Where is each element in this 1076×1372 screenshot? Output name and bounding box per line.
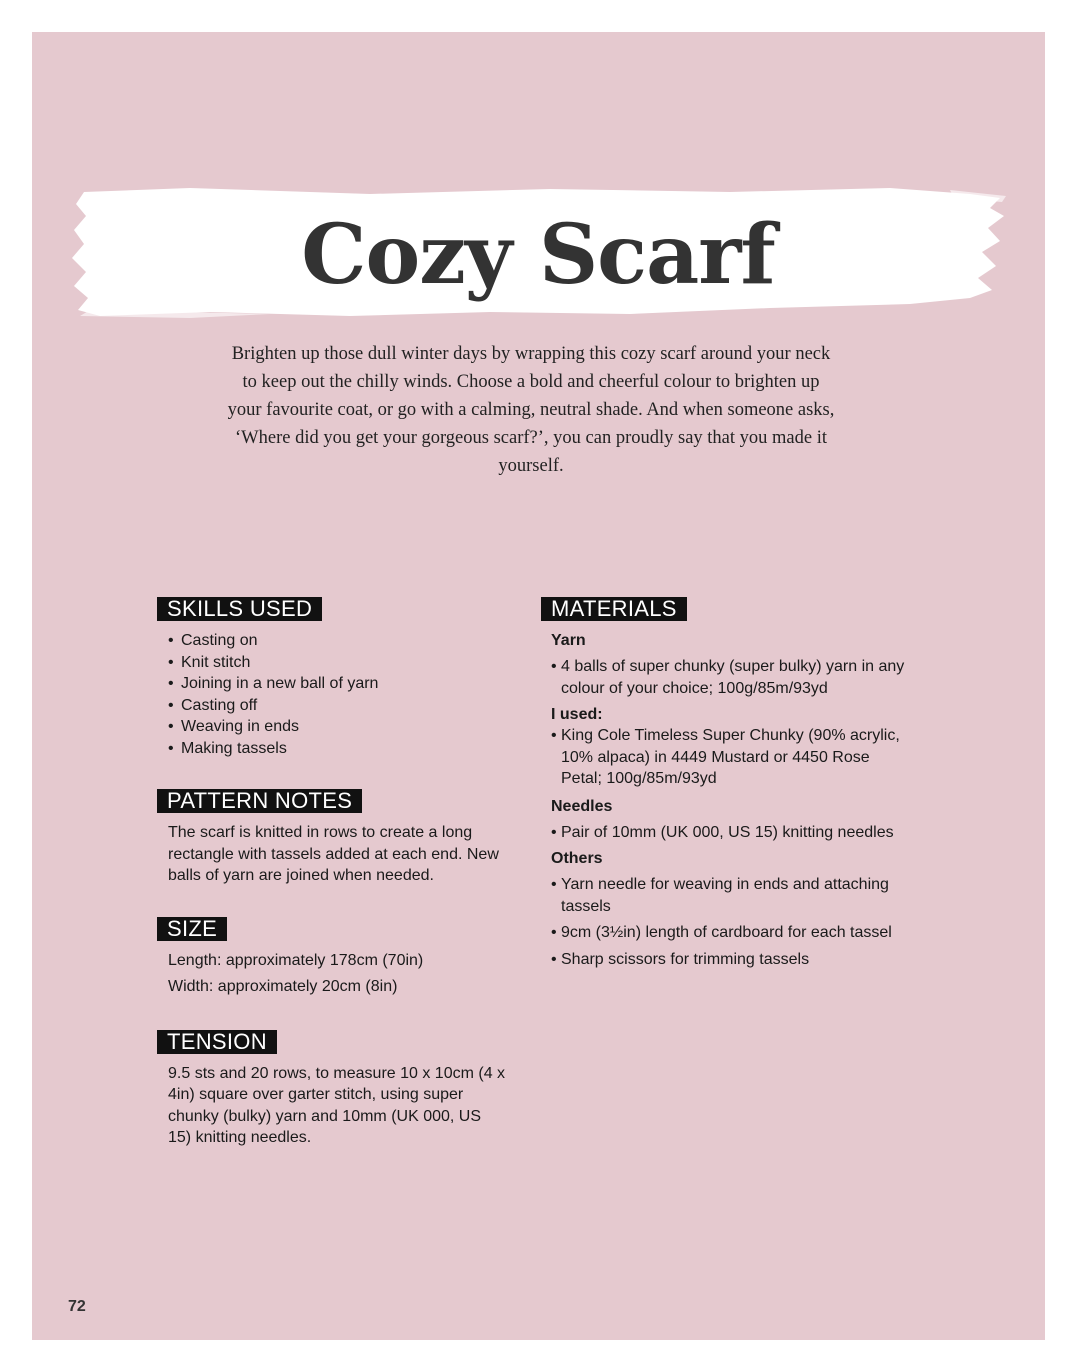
left-column — [157, 597, 507, 1179]
size-section — [157, 917, 507, 1000]
right-column — [541, 597, 911, 975]
yarn-label: Yarn — [551, 632, 586, 649]
size-length: Length: approximately 178cm (70in) — [168, 951, 424, 969]
list-item: • Making tassels — [168, 738, 507, 760]
others-list — [541, 874, 911, 970]
page-title: Cozy Scarf — [301, 207, 775, 303]
list-item: • Knit stitch — [168, 652, 507, 674]
size-width: Width: approximately 20cm (8in) — [168, 977, 398, 995]
skills-section — [157, 597, 507, 759]
pattern-notes-section — [157, 789, 507, 887]
used-list — [541, 725, 911, 790]
pattern-notes-heading: PATTERN NOTES — [157, 789, 362, 813]
others-label: Others — [551, 850, 603, 867]
page-number: 72 — [68, 1298, 86, 1315]
list-item: • Sharp scissors for trimming tassels — [551, 949, 911, 971]
materials-heading: MATERIALS — [541, 597, 687, 621]
tension-heading: TENSION — [157, 1030, 277, 1054]
list-item: • Weaving in ends — [168, 716, 507, 738]
pattern-notes-text: The scarf is knitted in rows to create a long rectangle with tassels added at each end. New balls of yarn are joined when needed. — [168, 824, 499, 884]
list-item: • Casting on — [168, 630, 507, 652]
size-heading: SIZE — [157, 917, 227, 941]
list-item: • Yarn needle for weaving in ends and attaching tassels — [551, 874, 911, 917]
tension-section — [157, 1030, 507, 1149]
list-item: • 9cm (3½in) length of cardboard for each tassel — [551, 922, 911, 944]
needles-list — [541, 822, 911, 844]
yarn-list — [541, 656, 911, 699]
tension-text: 9.5 sts and 20 rows, to measure 10 x 10cm (4 x 4in) square over garter stitch, using super chunky (bulky) yarn and 10mm (UK 000, US 15) knitting needles. — [168, 1064, 506, 1146]
list-item: • King Cole Timeless Super Chunky (90% acrylic, 10% alpaca) in 4449 Mustard or 4450 Rose Petal; 100g/85m/93yd — [551, 725, 911, 790]
intro-paragraph: Brighten up those dull winter days by wrapping this cozy scarf around your neck to keep out the chilly winds. Choose a bold and cheerful colour to brighten up your favourite coat, or go with a calming, neutral shade. And when someone asks, ‘Where did you get your gorgeous scarf?’, you can proudly say that you made it yourself. — [227, 344, 835, 476]
skills-list — [157, 630, 507, 759]
used-label: I used: — [551, 706, 603, 723]
list-item: • 4 balls of super chunky (super bulky) yarn in any colour of your choice; 100g/85m/93yd — [551, 656, 911, 699]
list-item: • Joining in a new ball of yarn — [168, 673, 507, 695]
needles-label: Needles — [551, 797, 613, 815]
list-item: • Casting off — [168, 695, 507, 717]
skills-heading: SKILLS USED — [157, 597, 322, 621]
list-item: • Pair of 10mm (UK 000, US 15) knitting needles — [551, 822, 911, 844]
